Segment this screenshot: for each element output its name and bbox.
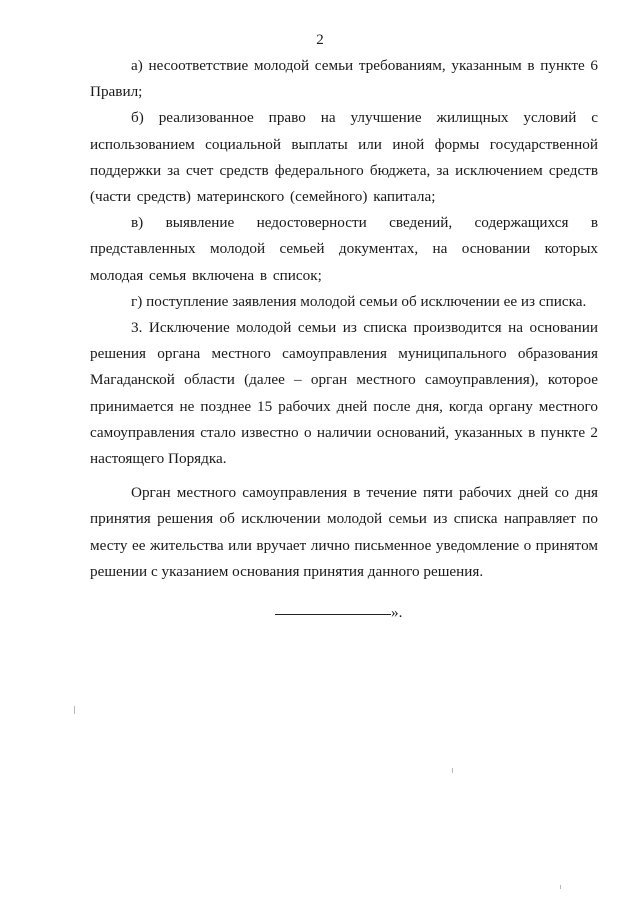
paragraph-clause-3: 3. Исключение молодой семьи из списка производится на основании решения органа местного самоуправления муниципального образования Магаданской области (далее – орган местного самоуправления), которое принимается не позднее 15 рабочих дней после дня, когда органу местного самоуправления стало известно о наличии оснований, указанных в пункте 2 настоящего Порядка.	[90, 319, 598, 468]
scan-artifact	[74, 706, 75, 714]
scan-artifact	[560, 885, 561, 889]
document-body	[90, 53, 598, 585]
blank-underline	[275, 614, 391, 615]
paragraph-item-g: г) поступление заявления молодой семьи об исключении ее из списка.	[131, 292, 587, 310]
paragraph-notification: Орган местного самоуправления в течение пяти рабочих дней со дня принятия решения об исключении молодой семьи из списка направляет по месту ее жительства или вручает лично письменное уведомление о принятом решении с указанием основания принятия данного решения.	[90, 484, 598, 580]
scan-artifact	[452, 768, 453, 773]
paragraph-item-a: а) несоответствие молодой семьи требованиям, указанным в пункте 6 Правил;	[90, 57, 598, 101]
paragraph-item-b: б) реализованное право на улучшение жилищных условий с использованием социальной выплаты или иной формы государственной поддержки за счет средств федерального бюджета, за исключением средств (части средств) материнского (семейного) капитала;	[90, 109, 598, 206]
page-number: 2	[316, 32, 324, 48]
closing-quote-mark: ».	[391, 604, 403, 621]
closing-signature-line	[275, 603, 402, 623]
paragraph-item-v: в) выявление недостоверности сведений, содержащихся в представленных молодой семьей документах, на основании которых молодая семья включена в список;	[90, 214, 598, 284]
